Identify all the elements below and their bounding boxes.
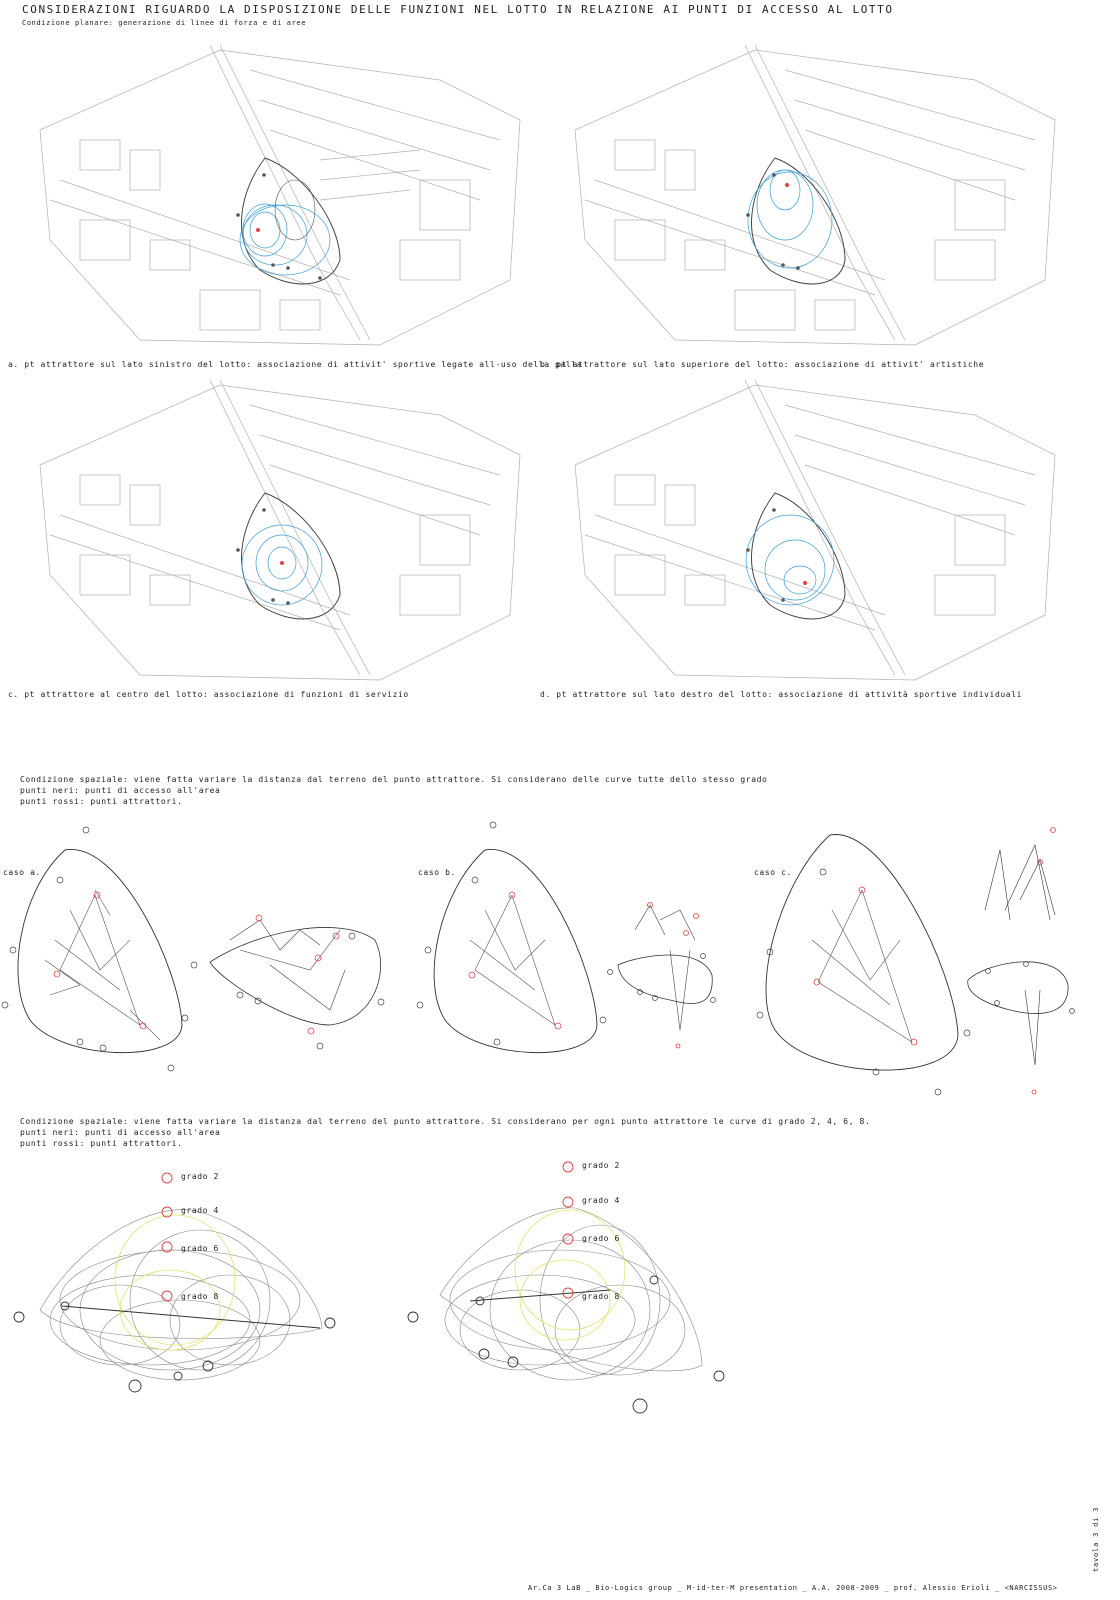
footer-credits: Ar.Ca 3 LaB _ Bio-Logics group _ M-id-ter-M presentation _ A.A. 2008-2009 _ prof. Alessio Erioli _ <NARCISSUS> xyxy=(528,1584,1058,1592)
grado-right-2: grado 2 xyxy=(582,1161,620,1170)
grado-right-8: grado 8 xyxy=(582,1292,620,1301)
map-panel-b xyxy=(555,40,1065,350)
page-number-label: tavola 3 di 3 xyxy=(1092,1506,1100,1572)
case-a-label: caso a. xyxy=(3,868,41,877)
grado-left-4: grado 4 xyxy=(181,1206,219,1215)
case-c-label: caso c. xyxy=(754,868,792,877)
map-caption-d: d. pt attrattore sul lato destro del lotto: associazione di attività sportive individuali xyxy=(540,690,1023,699)
planar-subtitle: Condizione planare: generazione di linee di forza e di aree xyxy=(22,19,307,27)
grado-left-2: grado 2 xyxy=(181,1172,219,1181)
grado-right-6: grado 6 xyxy=(582,1234,620,1243)
grado-right-4: grado 4 xyxy=(582,1196,620,1205)
map-panel-d xyxy=(555,375,1065,685)
spatial1-text xyxy=(20,774,767,807)
map-panel-a xyxy=(20,40,530,350)
spatial1-line3: punti rossi: punti attrattori. xyxy=(20,797,183,806)
spatial-cases-diagram xyxy=(0,820,1100,1110)
map-caption-b: b. pt attrattore sul lato superiore del lotto: associazione di attivit' artistiche xyxy=(540,360,985,369)
grado-left-8: grado 8 xyxy=(181,1292,219,1301)
spatial2-line1: Condizione spaziale: viene fatta variare la distanza dal terreno del punto attrattore. Si considerano per ogni punto attrattore le curve di grado 2, 4, 6, 8. xyxy=(20,1117,871,1126)
map-caption-c: c. pt attrattore al centro del lotto: associazione di funzioni di servizio xyxy=(8,690,409,699)
map-caption-a: a. pt attrattore sul lato sinistro del lotto: associazione di attivit' sportive legate all-uso della palla xyxy=(8,360,583,369)
map-panel-c xyxy=(20,375,530,685)
spatial2-text xyxy=(20,1116,870,1149)
grado-left-6: grado 6 xyxy=(181,1244,219,1253)
spatial1-line1: Condizione spaziale: viene fatta variare la distanza dal terreno del punto attrattore. Si considerano delle curve tutte dello stesso grado xyxy=(20,775,768,784)
page-title: CONSIDERAZIONI RIGUARDO LA DISPOSIZIONE DELLE FUNZIONI NEL LOTTO IN RELAZIONE AI PUNTI DI ACCESSO AL LOTTO xyxy=(22,3,894,16)
grado-diagrams xyxy=(0,1150,760,1440)
case-b-label: caso b. xyxy=(418,868,456,877)
spatial2-line2: punti neri: punti di accesso all'area xyxy=(20,1128,221,1137)
spatial1-line2: punti neri: punti di accesso all'area xyxy=(20,786,221,795)
spatial2-line3: punti rossi: punti attrattori. xyxy=(20,1139,183,1148)
